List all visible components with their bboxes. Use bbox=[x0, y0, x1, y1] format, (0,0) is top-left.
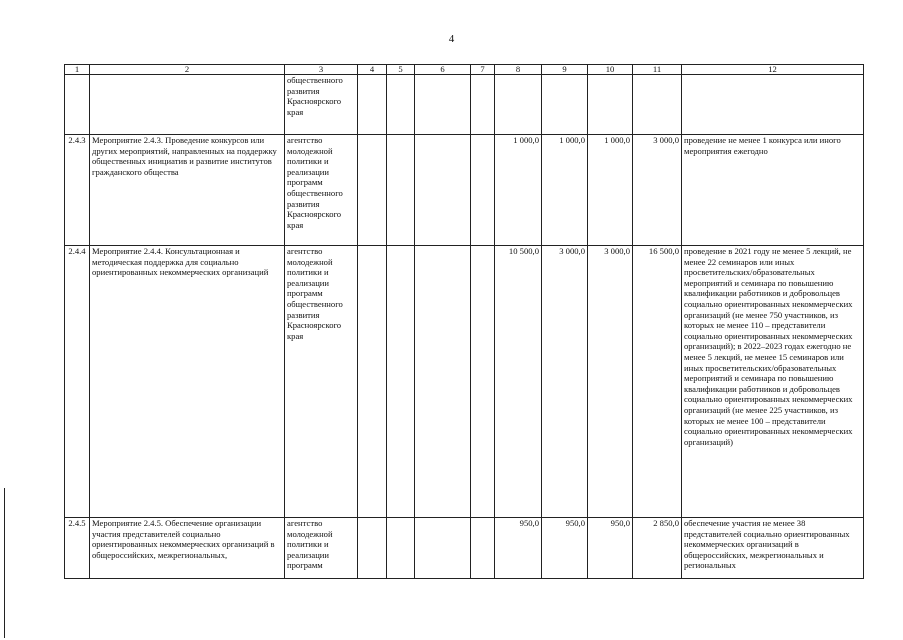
row-value-col9 bbox=[542, 75, 588, 135]
row-expected-result: обеспечение участия не менее 38 представителей социально ориентированных некоммерческих организаций в общероссийских, межрегиональных и региональных bbox=[682, 518, 864, 579]
row-executor: агентство молодежной политики и реализации программ bbox=[285, 518, 358, 579]
row-value-col11: 2 850,0 bbox=[633, 518, 682, 579]
row-value-col10 bbox=[588, 75, 633, 135]
header-cell: 12 bbox=[682, 65, 864, 75]
row-value-col9: 950,0 bbox=[542, 518, 588, 579]
row-executor: агентство молодежной политики и реализации программ общественного развития Красноярского края bbox=[285, 135, 358, 246]
row-value-col9: 3 000,0 bbox=[542, 246, 588, 518]
row-activity-name: Мероприятие 2.4.3. Проведение конкурсов или других мероприятий, направленных на поддержку общественных инициатив и развитие институтов гражданского общества bbox=[90, 135, 285, 246]
table-row bbox=[65, 518, 864, 579]
row-value-col8 bbox=[495, 75, 542, 135]
row-value-col11: 16 500,0 bbox=[633, 246, 682, 518]
row-value-col9: 1 000,0 bbox=[542, 135, 588, 246]
row-executor: агентство молодежной политики и реализации программ общественного развития Красноярского края bbox=[285, 246, 358, 518]
row-value-col8: 1 000,0 bbox=[495, 135, 542, 246]
header-cell: 7 bbox=[471, 65, 495, 75]
row-code: 2.4.3 bbox=[65, 135, 90, 246]
row-expected-result bbox=[682, 75, 864, 135]
header-cell: 8 bbox=[495, 65, 542, 75]
row-value-col8: 10 500,0 bbox=[495, 246, 542, 518]
header-cell: 11 bbox=[633, 65, 682, 75]
row-expected-result: проведение в 2021 году не менее 5 лекций, не менее 22 семинаров или иных просветительских/образовательных мероприятий и семинара по повышению квалификации работников и добровольцев социально ориентированных некоммерческих организаций (не менее 750 участников, из которых не менее 110 – представители социально ориентированных некоммерческих организаций); в 2022–2023 годах ежегодно не менее 5 лекций, не менее 15 семинаров или иных просветительских/образовательных мероприятий и семинара по повышению квалификации работников и добровольцев социально ориентированных некоммерческих организаций (не менее 225 участников, из которых не менее 100 – представители социально ориентированных некоммерческих организаций) bbox=[682, 246, 864, 518]
header-cell: 2 bbox=[90, 65, 285, 75]
row-code: 2.4.4 bbox=[65, 246, 90, 518]
table-row bbox=[65, 75, 864, 135]
header-cell: 1 bbox=[65, 65, 90, 75]
header-cell: 4 bbox=[358, 65, 387, 75]
row-value-col11 bbox=[633, 75, 682, 135]
table-row bbox=[65, 246, 864, 518]
row-value-col11: 3 000,0 bbox=[633, 135, 682, 246]
row-activity-name: Мероприятие 2.4.4. Консультационная и методическая поддержка для социально ориентированных некоммерческих организаций bbox=[90, 246, 285, 518]
program-activities-table bbox=[64, 64, 864, 579]
header-cell: 3 bbox=[285, 65, 358, 75]
column-number-row bbox=[65, 65, 864, 75]
header-cell: 6 bbox=[415, 65, 471, 75]
row-activity-name bbox=[90, 75, 285, 135]
row-executor: общественного развития Красноярского края bbox=[285, 75, 358, 135]
row-value-col10: 950,0 bbox=[588, 518, 633, 579]
table-row bbox=[65, 135, 864, 246]
header-cell: 10 bbox=[588, 65, 633, 75]
row-code bbox=[65, 75, 90, 135]
row-value-col10: 3 000,0 bbox=[588, 246, 633, 518]
page-number: 4 bbox=[448, 33, 455, 45]
header-cell: 9 bbox=[542, 65, 588, 75]
header-cell: 5 bbox=[387, 65, 415, 75]
row-activity-name: Мероприятие 2.4.5. Обеспечение организации участия представителей социально ориентированных некоммерческих организаций в общероссийских, межрегиональных, bbox=[90, 518, 285, 579]
row-code: 2.4.5 bbox=[65, 518, 90, 579]
row-value-col10: 1 000,0 bbox=[588, 135, 633, 246]
row-value-col8: 950,0 bbox=[495, 518, 542, 579]
scan-margin-line bbox=[4, 488, 5, 638]
row-expected-result: проведение не менее 1 конкурса или иного мероприятия ежегодно bbox=[682, 135, 864, 246]
